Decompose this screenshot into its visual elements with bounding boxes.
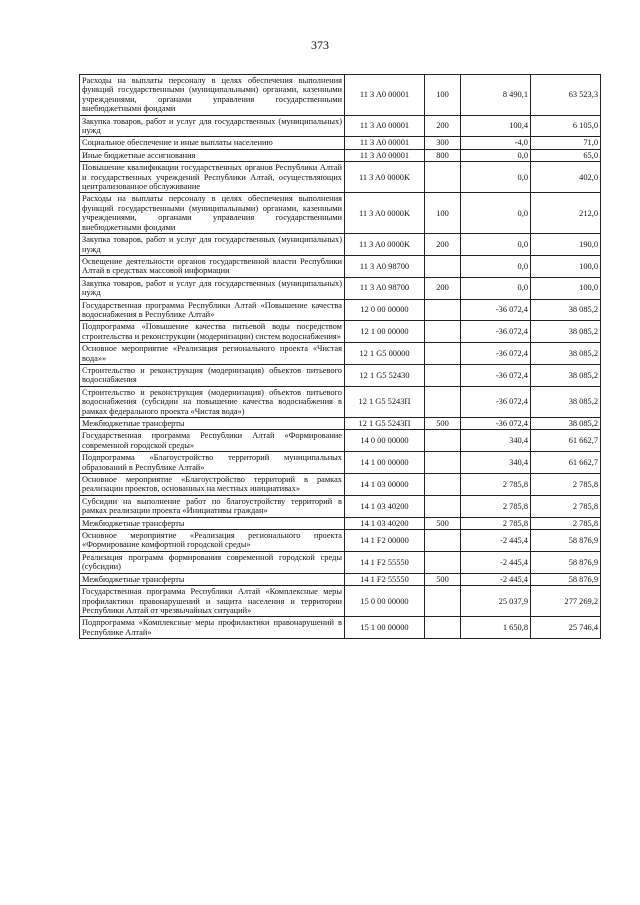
row-code-cell: 14 1 00 00000 (345, 452, 425, 474)
table-row (80, 551, 601, 573)
row-change-amount-cell: 25 037,9 (461, 586, 531, 617)
row-change-amount-cell: -36 072,4 (461, 321, 531, 343)
table-row (80, 193, 601, 234)
row-total-amount-cell: 212,0 (531, 193, 601, 234)
table-row (80, 517, 601, 529)
table-row (80, 149, 601, 161)
row-expense-type-cell (425, 530, 461, 552)
row-name-cell: Закупка товаров, работ и услуг для государственных (муниципальных) нужд (80, 277, 345, 299)
row-expense-type-cell (425, 495, 461, 517)
table-row (80, 530, 601, 552)
row-expense-type-cell: 500 (425, 573, 461, 585)
row-name-cell: Строительство и реконструкция (модернизация) объектов питьевого водоснабжения (80, 364, 345, 386)
row-name-cell: Подпрограмма «Комплексные меры профилактики правонарушений в Республике Алтай» (80, 617, 345, 639)
row-code-cell: 14 1 03 40200 (345, 517, 425, 529)
row-code-cell: 12 0 00 00000 (345, 299, 425, 321)
row-expense-type-cell: 100 (425, 75, 461, 116)
table-row (80, 617, 601, 639)
row-total-amount-cell: 61 662,7 (531, 452, 601, 474)
row-code-cell: 11 3 A0 00001 (345, 115, 425, 137)
row-name-cell: Межбюджетные трансферты (80, 418, 345, 430)
row-code-cell: 12 1 G5 5243П (345, 386, 425, 417)
row-name-cell: Государственная программа Республики Алтай «Повышение качества водоснабжения в Республике Алтай» (80, 299, 345, 321)
table-row (80, 137, 601, 149)
row-expense-type-cell (425, 474, 461, 496)
table-row (80, 586, 601, 617)
row-total-amount-cell: 61 662,7 (531, 430, 601, 452)
row-change-amount-cell: 0,0 (461, 162, 531, 193)
row-total-amount-cell: 2 785,8 (531, 517, 601, 529)
row-total-amount-cell: 38 085,2 (531, 364, 601, 386)
row-code-cell: 11 3 A0 0000K (345, 193, 425, 234)
row-code-cell: 15 0 00 00000 (345, 586, 425, 617)
row-change-amount-cell: 2 785,8 (461, 474, 531, 496)
row-change-amount-cell: 0,0 (461, 149, 531, 161)
budget-table (79, 74, 601, 639)
row-change-amount-cell: 0,0 (461, 193, 531, 234)
row-total-amount-cell: 38 085,2 (531, 299, 601, 321)
row-total-amount-cell: 25 746,4 (531, 617, 601, 639)
row-total-amount-cell: 100,0 (531, 277, 601, 299)
row-total-amount-cell: 190,0 (531, 234, 601, 256)
row-change-amount-cell: -36 072,4 (461, 343, 531, 365)
row-name-cell: Освещение деятельности органов государственной власти Республики Алтай в средствах массовой информации (80, 255, 345, 277)
table-row (80, 255, 601, 277)
row-code-cell: 12 1 G5 5243П (345, 418, 425, 430)
row-name-cell: Межбюджетные трансферты (80, 517, 345, 529)
row-expense-type-cell (425, 386, 461, 417)
table-row (80, 277, 601, 299)
row-name-cell: Государственная программа Республики Алтай «Формирование современной городской среды» (80, 430, 345, 452)
table-row (80, 234, 601, 256)
row-name-cell: Повышение квалификации государственных органов Республики Алтай и государственных учреждений Республики Алтай, осуществляющих централизованное обслуживание (80, 162, 345, 193)
row-code-cell: 14 0 00 00000 (345, 430, 425, 452)
row-total-amount-cell: 63 523,3 (531, 75, 601, 116)
row-code-cell: 14 1 03 40200 (345, 495, 425, 517)
row-total-amount-cell: 100,0 (531, 255, 601, 277)
row-expense-type-cell (425, 586, 461, 617)
row-change-amount-cell: -36 072,4 (461, 364, 531, 386)
budget-table-body (80, 75, 601, 639)
row-total-amount-cell: 38 085,2 (531, 343, 601, 365)
table-row (80, 573, 601, 585)
row-total-amount-cell: 38 085,2 (531, 418, 601, 430)
row-expense-type-cell (425, 255, 461, 277)
row-code-cell: 11 3 A0 00001 (345, 149, 425, 161)
row-change-amount-cell: -36 072,4 (461, 299, 531, 321)
table-row (80, 452, 601, 474)
row-expense-type-cell (425, 551, 461, 573)
table-row (80, 115, 601, 137)
table-row (80, 299, 601, 321)
table-row (80, 430, 601, 452)
row-change-amount-cell: -2 445,4 (461, 573, 531, 585)
row-total-amount-cell: 2 785,8 (531, 495, 601, 517)
row-name-cell: Межбюджетные трансферты (80, 573, 345, 585)
row-code-cell: 14 1 F2 55550 (345, 551, 425, 573)
row-expense-type-cell: 100 (425, 193, 461, 234)
row-expense-type-cell (425, 430, 461, 452)
row-name-cell: Закупка товаров, работ и услуг для государственных (муниципальных) нужд (80, 115, 345, 137)
row-name-cell: Реализация программ формирования современной городской среды (субсидии) (80, 551, 345, 573)
table-row (80, 386, 601, 417)
table-row (80, 321, 601, 343)
page-number: 373 (311, 38, 329, 52)
row-change-amount-cell: 0,0 (461, 255, 531, 277)
table-row (80, 162, 601, 193)
table-row (80, 474, 601, 496)
row-name-cell: Закупка товаров, работ и услуг для государственных (муниципальных) нужд (80, 234, 345, 256)
row-name-cell: Подпрограмма «Благоустройство территорий муниципальных образований в Республике Алтай» (80, 452, 345, 474)
row-change-amount-cell: 340,4 (461, 430, 531, 452)
row-expense-type-cell (425, 452, 461, 474)
row-expense-type-cell: 200 (425, 234, 461, 256)
row-name-cell: Иные бюджетные ассигнования (80, 149, 345, 161)
row-code-cell: 11 3 A0 00001 (345, 75, 425, 116)
row-change-amount-cell: -36 072,4 (461, 386, 531, 417)
row-code-cell: 12 1 G5 00000 (345, 343, 425, 365)
row-total-amount-cell: 65,0 (531, 149, 601, 161)
row-expense-type-cell (425, 299, 461, 321)
table-row (80, 343, 601, 365)
table-row (80, 75, 601, 116)
row-total-amount-cell: 38 085,2 (531, 386, 601, 417)
row-expense-type-cell (425, 364, 461, 386)
row-expense-type-cell: 500 (425, 517, 461, 529)
row-expense-type-cell: 500 (425, 418, 461, 430)
row-expense-type-cell: 300 (425, 137, 461, 149)
row-change-amount-cell: -2 445,4 (461, 530, 531, 552)
row-change-amount-cell: -4,0 (461, 137, 531, 149)
row-code-cell: 11 3 A0 98700 (345, 255, 425, 277)
row-name-cell: Государственная программа Республики Алтай «Комплексные меры профилактики правонарушений и защита населения и территории Республики Алтай от чрезвычайных ситуаций» (80, 586, 345, 617)
row-total-amount-cell: 58 876,9 (531, 573, 601, 585)
row-name-cell: Основное мероприятие «Благоустройство территорий в рамках реализации проектов, основанных на местных инициативах» (80, 474, 345, 496)
row-expense-type-cell: 800 (425, 149, 461, 161)
row-total-amount-cell: 2 785,8 (531, 474, 601, 496)
row-code-cell: 14 1 03 00000 (345, 474, 425, 496)
row-code-cell: 11 3 A0 0000K (345, 234, 425, 256)
row-total-amount-cell: 6 105,0 (531, 115, 601, 137)
row-total-amount-cell: 38 085,2 (531, 321, 601, 343)
row-change-amount-cell: 100,4 (461, 115, 531, 137)
table-row (80, 495, 601, 517)
row-change-amount-cell: -36 072,4 (461, 418, 531, 430)
row-expense-type-cell: 200 (425, 277, 461, 299)
row-expense-type-cell (425, 321, 461, 343)
row-code-cell: 14 1 F2 55550 (345, 573, 425, 585)
row-total-amount-cell: 58 876,9 (531, 530, 601, 552)
row-expense-type-cell (425, 162, 461, 193)
row-change-amount-cell: 1 650,8 (461, 617, 531, 639)
row-expense-type-cell: 200 (425, 115, 461, 137)
row-name-cell: Основное мероприятие «Реализация регионального проекта «Чистая вода»» (80, 343, 345, 365)
row-code-cell: 11 3 A0 98700 (345, 277, 425, 299)
row-change-amount-cell: 2 785,8 (461, 517, 531, 529)
row-total-amount-cell: 277 269,2 (531, 586, 601, 617)
row-expense-type-cell (425, 343, 461, 365)
row-code-cell: 12 1 G5 52430 (345, 364, 425, 386)
row-total-amount-cell: 58 876,9 (531, 551, 601, 573)
row-name-cell: Строительство и реконструкция (модернизация) объектов питьевого водоснабжения (субсидии на повышение качества водоснабжения в рамках федерального проекта «Чистая вода») (80, 386, 345, 417)
row-expense-type-cell (425, 617, 461, 639)
row-change-amount-cell: 0,0 (461, 234, 531, 256)
row-code-cell: 11 3 A0 00001 (345, 137, 425, 149)
row-name-cell: Социальное обеспечение и иные выплаты населению (80, 137, 345, 149)
row-change-amount-cell: 340,4 (461, 452, 531, 474)
row-change-amount-cell: 8 490,1 (461, 75, 531, 116)
row-code-cell: 12 1 00 00000 (345, 321, 425, 343)
row-name-cell: Основное мероприятие «Реализация регионального проекта «Формирование комфортной городской среды» (80, 530, 345, 552)
row-code-cell: 11 3 A0 0000K (345, 162, 425, 193)
row-total-amount-cell: 402,0 (531, 162, 601, 193)
row-change-amount-cell: 2 785,8 (461, 495, 531, 517)
row-code-cell: 15 1 00 00000 (345, 617, 425, 639)
row-change-amount-cell: 0,0 (461, 277, 531, 299)
row-name-cell: Подпрограмма «Повышение качества питьевой воды посредством строительства и реконструкции (модернизации) систем водоснабжения» (80, 321, 345, 343)
row-code-cell: 14 1 F2 00000 (345, 530, 425, 552)
row-total-amount-cell: 71,0 (531, 137, 601, 149)
table-row (80, 364, 601, 386)
row-name-cell: Расходы на выплаты персоналу в целях обеспечения выполнения функций государственными (муниципальными) органами, казенными учреждениями, органами управления государственными внебюджетными фондами (80, 75, 345, 116)
row-change-amount-cell: -2 445,4 (461, 551, 531, 573)
row-name-cell: Субсидии на выполнение работ по благоустройству территорий в рамках реализации проекта «Инициативы граждан» (80, 495, 345, 517)
row-name-cell: Расходы на выплаты персоналу в целях обеспечения выполнения функций государственными (муниципальными) органами, казенными учреждениями, органами управления государственными внебюджетными фондами (80, 193, 345, 234)
table-row (80, 418, 601, 430)
